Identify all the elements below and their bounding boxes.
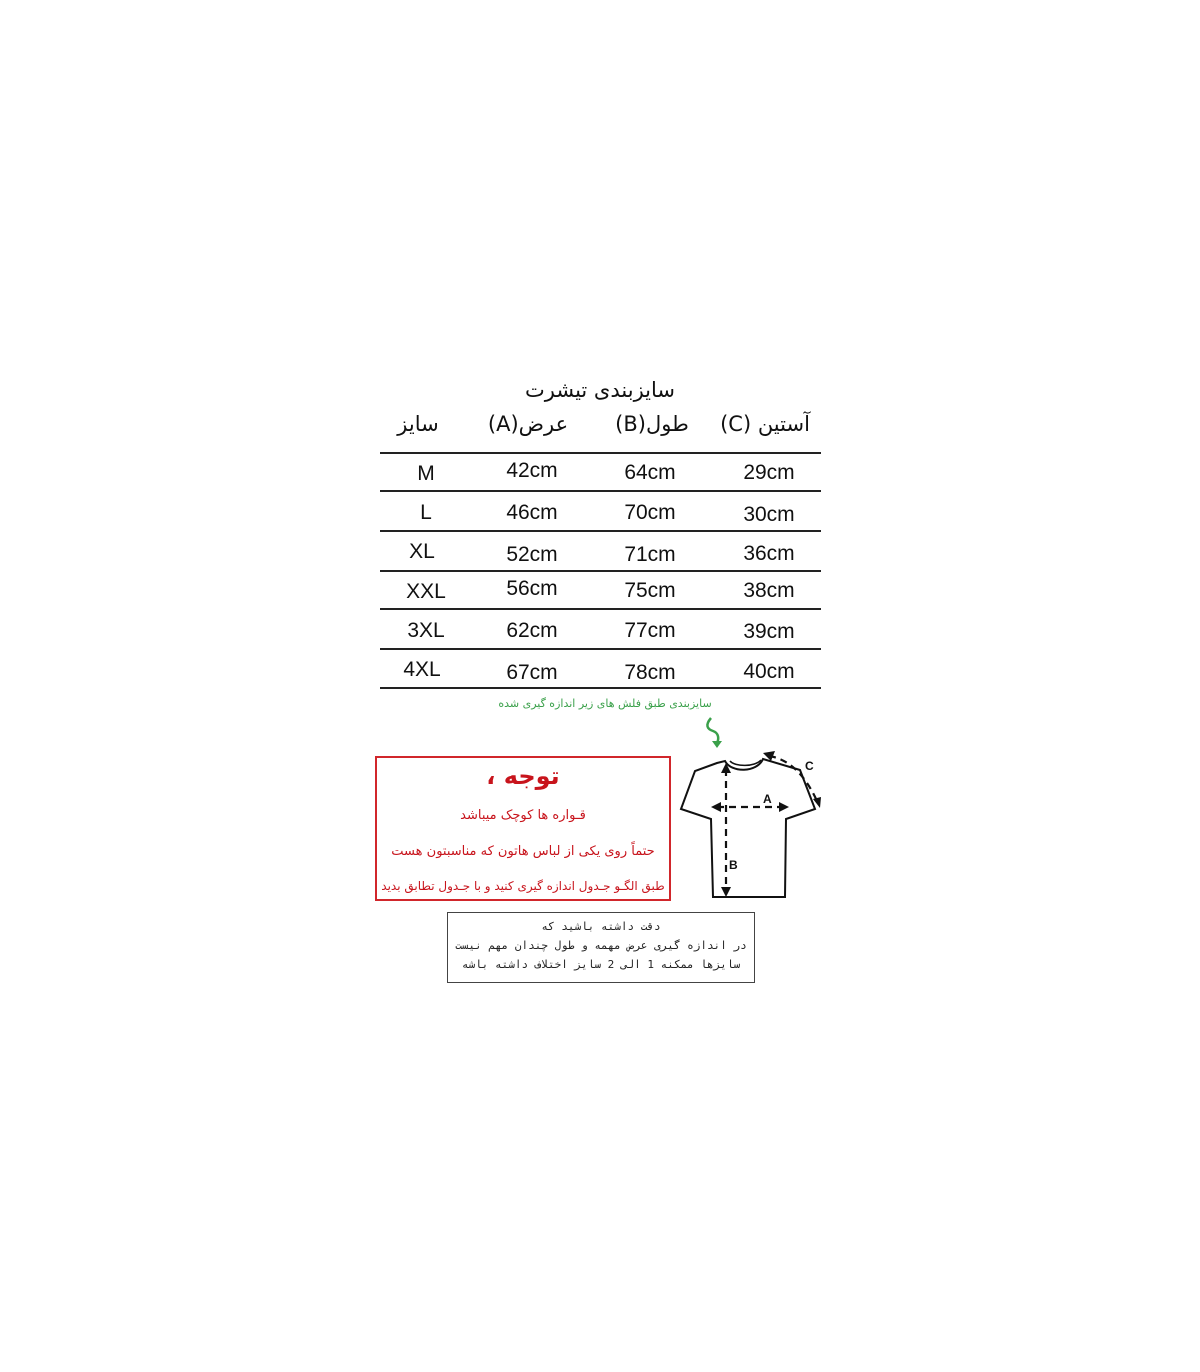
table-divider bbox=[380, 648, 821, 650]
table-header bbox=[380, 412, 820, 450]
care-line: دقت داشته باشید که bbox=[541, 920, 661, 933]
table-divider bbox=[380, 570, 821, 572]
cell-size: M bbox=[417, 462, 435, 485]
header-width: عرض(A) bbox=[487, 412, 569, 436]
cell-sleeve: 30cm bbox=[743, 503, 795, 526]
label-a: A bbox=[763, 792, 772, 806]
cell-sleeve: 36cm bbox=[743, 542, 795, 565]
notice-line: قـواره ها کوچک میباشد bbox=[460, 808, 586, 823]
chart-title: سایزبندی تیشرت bbox=[524, 378, 675, 402]
table-divider bbox=[380, 452, 821, 454]
label-b: B bbox=[729, 858, 738, 872]
cell-size: XXL bbox=[406, 580, 446, 603]
table-divider bbox=[380, 687, 821, 689]
cell-size: 4XL bbox=[403, 658, 441, 681]
cell-sleeve: 29cm bbox=[743, 461, 795, 484]
cell-sleeve: 40cm bbox=[743, 660, 795, 683]
notice-box bbox=[375, 756, 671, 901]
tshirt-icon bbox=[675, 715, 825, 905]
tshirt-diagram bbox=[675, 715, 825, 905]
cell-width: 62cm bbox=[506, 619, 558, 642]
cell-length: 70cm bbox=[624, 501, 676, 524]
cell-width: 52cm bbox=[506, 543, 558, 566]
table-divider bbox=[380, 608, 821, 610]
care-line: در اندازه گیری عرض مهمه و طول چندان مهم نیست bbox=[455, 939, 747, 952]
header-size: سایز bbox=[397, 412, 439, 436]
cell-length: 75cm bbox=[624, 579, 676, 602]
cell-size: L bbox=[420, 501, 432, 524]
notice-line: طبق الگـو جـدول اندازه گیری کنید و با جـدول تطابق بدید bbox=[381, 879, 665, 893]
cell-size: XL bbox=[409, 540, 435, 563]
cell-length: 77cm bbox=[624, 619, 676, 642]
cell-width: 56cm bbox=[506, 577, 558, 600]
label-c: C bbox=[805, 759, 814, 773]
notice-line: حتماً روی یکی از لباس هاتون که مناسبتون هست bbox=[391, 844, 655, 859]
cell-width: 46cm bbox=[506, 501, 558, 524]
cell-width: 42cm bbox=[506, 459, 558, 482]
header-sleeve: آستین (C) bbox=[720, 412, 810, 436]
green-arrow-icon bbox=[707, 718, 722, 748]
length-arrow bbox=[721, 763, 738, 897]
measure-note: سایزبندی طبق فلش های زیر اندازه گیری شده bbox=[498, 697, 712, 710]
shirt-outline bbox=[681, 759, 815, 897]
notice-title: توجه ، bbox=[486, 762, 560, 790]
table-divider bbox=[380, 530, 821, 532]
cell-sleeve: 38cm bbox=[743, 579, 795, 602]
header-length: طول(B) bbox=[615, 412, 689, 436]
care-line: سایزها ممکنه 1 الی 2 سایز اختلاف داشته باشه bbox=[461, 958, 741, 971]
cell-size: 3XL bbox=[407, 619, 445, 642]
cell-length: 78cm bbox=[624, 661, 676, 684]
cell-width: 67cm bbox=[506, 661, 558, 684]
cell-sleeve: 39cm bbox=[743, 620, 795, 643]
cell-length: 64cm bbox=[624, 461, 676, 484]
cell-length: 71cm bbox=[624, 543, 676, 566]
width-arrow bbox=[711, 792, 789, 812]
table-divider bbox=[380, 490, 821, 492]
care-box bbox=[447, 912, 755, 983]
